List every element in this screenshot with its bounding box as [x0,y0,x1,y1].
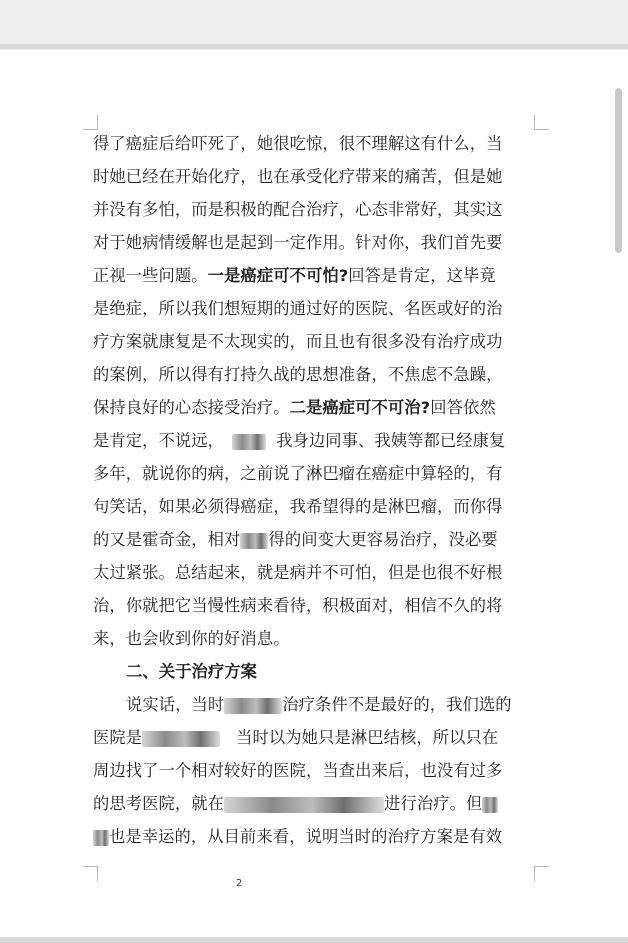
text-line-4: 对于她病情缓解也是起到一定作用。针对你，我们首先要 [93,233,503,252]
text-line-11: 多年，就说你的病，之前说了淋巴瘤在癌症中算轻的，有 [93,464,503,483]
section-line-2 [93,721,543,754]
text-line-9 [93,391,543,424]
redaction-blur [224,698,282,714]
redaction-blur [232,434,266,450]
section-line-4-pre: 的思考医院，就在 [93,794,225,813]
section-line-5-post: 也是幸运的，从目前来看，说明当时的治疗方案是有效 [109,827,503,846]
text-line-7: 疗方案就康复是不太现实的，而且也有很多没有治疗成功 [93,332,503,351]
redaction-blur [482,797,498,813]
text-line-14: 太过紧张。总结起来，就是病并不可怕，但是也很不好根 [93,563,503,582]
line-13-pre: 的又是霍奇金，相对 [93,530,241,549]
text-line-13 [93,523,543,556]
text-line-10 [93,424,543,457]
crop-mark-bottom-left [83,866,98,881]
viewer-bottom-bar [0,937,628,943]
text-line-6: 是绝症，所以我们想短期的通过好的医院、名医或好的治 [93,299,503,318]
bold-question-2: 二是癌症可不可治? [289,398,431,417]
section-line-4 [93,787,543,820]
line-5-pre: 正视一些问题。 [93,266,208,285]
line-10-post: 我身边同事、我姨等都已经康复 [276,431,506,450]
section-line-2-pre: 医院是 [93,728,143,747]
line-9-post: 回答依然 [430,398,496,417]
section-line-3: 周边找了一个相对较好的医院，当查出来后，也没有过多 [93,761,503,780]
top-divider [0,44,628,49]
section-line-2-post: 当时以为她只是淋巴结核，所以只在 [236,728,499,747]
text-line-12: 句笑话，如果必须得癌症，我希望得的是淋巴瘤，而你得 [93,497,503,516]
text-line-16: 来，也会收到你的好消息。 [93,629,290,648]
viewer-top-bar [0,0,628,50]
text-line-1: 得了癌症后给吓死了，她很吃惊，很不理解这有什么，当 [93,134,503,153]
bold-question-1: 一是癌症可不可怕? [207,266,349,285]
text-line-15: 治，你就把它当慢性病来看待，积极面对，相信不久的将 [93,596,503,615]
redaction-blur [93,830,109,846]
line-5-post: 回答是肯定，这毕竟 [348,266,496,285]
section-line-5 [93,820,543,853]
redaction-blur [240,533,268,549]
document-body [93,127,543,853]
page-number: 2 [236,878,243,889]
line-13-post: 得的间变大更容易治疗，没必要 [268,530,498,549]
text-line-8: 的案例，所以得有打持久战的思想准备，不焦虑不急躁， [93,365,503,384]
line-10-pre: 是肯定，不说远， [93,431,225,450]
section-heading: 二、关于治疗方案 [126,662,258,681]
section-line-1 [93,688,543,721]
line-9-pre: 保持良好的心态接受治疗。 [93,398,290,417]
section-line-4-post: 进行治疗。但 [384,794,483,813]
text-line-3: 并没有多怕，而是积极的配合治疗，心态非常好，其实这 [93,200,503,219]
scrollbar-thumb[interactable] [615,88,622,253]
text-line-2: 时她已经在开始化疗，也在承受化疗带来的痛苦，但是她 [93,167,503,186]
crop-mark-bottom-right [534,866,549,881]
section-line-1-pre: 说实话，当时 [126,695,225,714]
text-line-5 [93,259,543,292]
redaction-blur [224,797,384,813]
section-line-1-post: 治疗条件不是最好的，我们选的 [282,695,512,714]
redaction-blur [142,731,220,747]
